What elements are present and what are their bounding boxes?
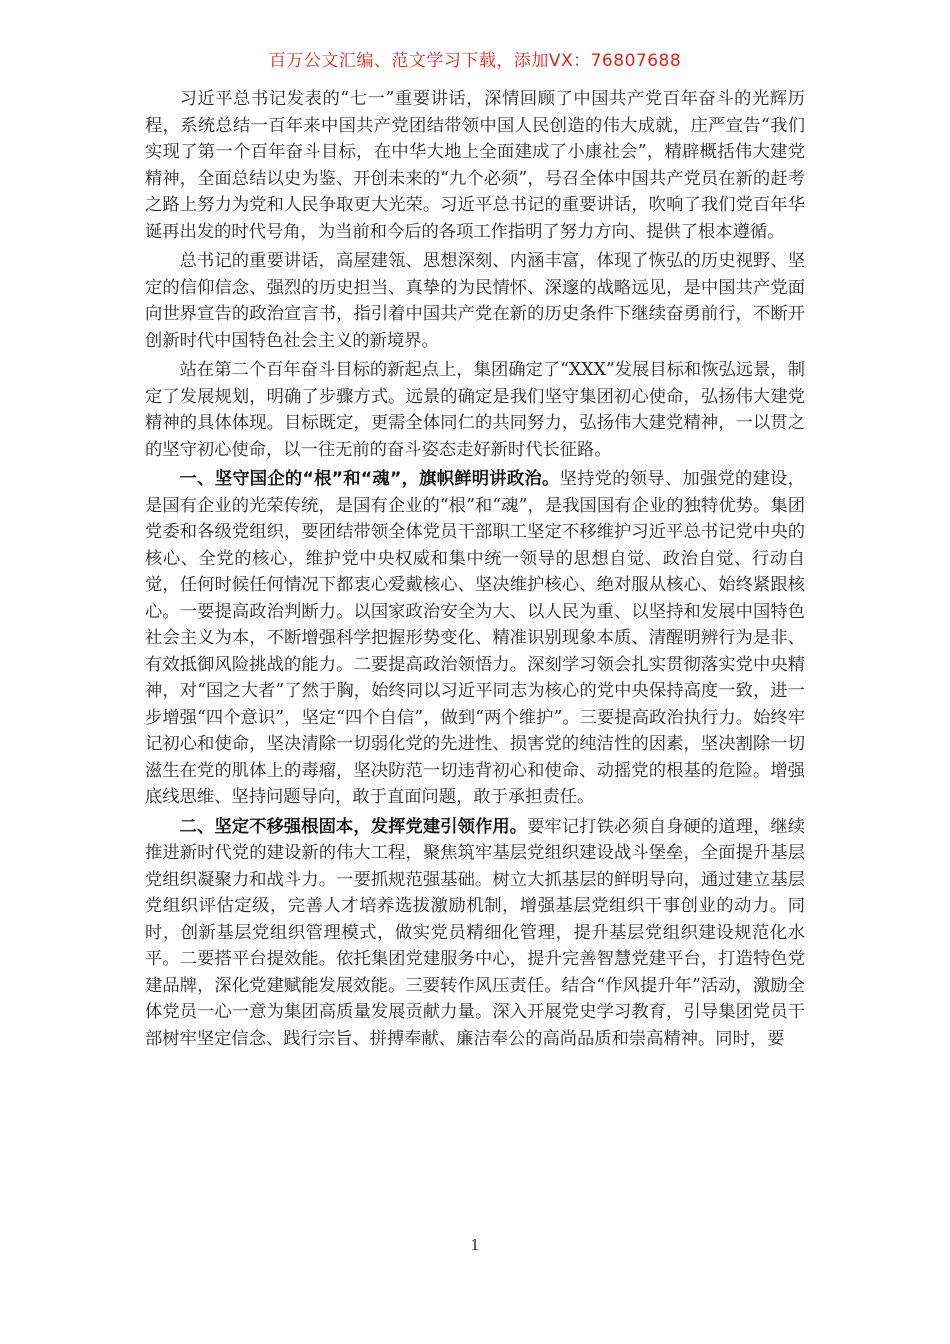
paragraph (145, 86, 805, 245)
document-body (145, 86, 805, 1055)
page-number: 1 (470, 1236, 480, 1254)
section-heading-1: 一、坚守国企的“根”和“魂”，旗帜鲜明讲政治。 (179, 469, 560, 489)
paragraph-text: 要牢记打铁必须自身硬的道理，继续推进新时代党的建设新的伟大工程，聚焦筑牢基层党组织建设战斗堡垒，全面提升基层党组织凝聚力和战斗力。一要抓规范强基础。树立大抓基层的鲜明导向，通过建立基层党组织评估定级，完善人才培养选拔激励机制，增强基层党组织干事创业的动力。同时，创新基层党组织管理模式，做实党员精细化管理，提升基层党组织建设规范化水平。二要搭平台提效能。依托集团党建服务中心，提升完善智慧党建平台，打造特色党建品牌，深化党建赋能发展效能。三要转作风压责任。结合“作风提升年”活动，激励全体党员一心一意为集团高质量发展贡献力量。深入开展党史学习教育，引导集团党员干部树牢坚定信念、践行宗旨、拼搏奉献、廉洁奉公的高尚品质和崇高精神。同时，要 (145, 816, 805, 1049)
paragraph-text: 总书记的重要讲话，高屋建瓴、思想深刻、内涵丰富，体现了恢弘的历史视野、坚定的信仰信念、强烈的历史担当、真挚的为民情怀、深邃的战略远见，是中国共产党面向世界宣告的政治宣言书，指引着中国共产党在新的历史条件下继续奋勇前行，不断开创新时代中国特色社会主义的新境界。 (145, 251, 805, 351)
paragraph-text: 站在第二个百年奋斗目标的新起点上，集团确定了“XXX”发展目标和恢弘远景，制定了发展规划，明确了步骤方式。远景的确定是我们坚守集团初心使命，弘扬伟大建党精神的具体体现。目标既定，更需全体同仁的共同努力，弘扬伟大建党精神，一以贯之的坚守初心使命，以一往无前的奋斗姿态走好新时代长征路。 (145, 360, 805, 460)
watermark-header: 百万公文汇编、范文学习下载，添加VX：76807688 (268, 51, 682, 71)
paragraph-text: 习近平总书记发表的“七一”重要讲话，深情回顾了中国共产党百年奋斗的光辉历程，系统总结一百年来中国共产党团结带领中国人民创造的伟大成就，庄严宣告“我们实现了第一个百年奋斗目标，在中华大地上全面建成了小康社会”，精辟概括伟大建党精神，全面总结以史为鉴、开创未来的“九个必须”，号召全体中国共产党员在新的赶考之路上努力为党和人民争取更大光荣。习近平总书记的重要讲话，吹响了我们党百年华诞再出发的时代号角，为当前和今后的各项工作指明了努力方向、提供了根本遵循。 (145, 89, 805, 242)
paragraph (145, 466, 805, 811)
paragraph (145, 357, 805, 463)
paragraph (145, 248, 805, 354)
paragraph-text: 坚持党的领导、加强党的建设，是国有企业的光荣传统，是国有企业的“根”和“魂”，是我国国有企业的独特优势。集团党委和各级党组织，要团结带领全体党员干部职工坚定不移维护习近平总书记党中央的核心、全党的核心，维护党中央权威和集中统一领导的思想自觉、政治自觉、行动自觉，任何时候任何情况下都衷心爱戴核心、坚决维护核心、绝对服从核心、始终紧跟核心。一要提高政治判断力。以国家政治安全为大、以人民为重、以坚持和发展中国特色社会主义为本，不断增强科学把握形势变化、精准识别现象本质、清醒明辨行为是非、有效抵御风险挑战的能力。二要提高政治领悟力。深刻学习领会扎实贯彻落实党中央精神，对“国之大者”了然于胸，始终同以习近平同志为核心的党中央保持高度一致，进一步增强“四个意识”，坚定“四个自信”，做到“两个维护”。三要提高政治执行力。始终牢记初心和使命，坚决清除一切弱化党的先进性、损害党的纯洁性的因素，坚决割除一切滋生在党的肌体上的毒瘤，坚决防范一切违背初心和使命、动摇党的根基的危险。增强底线思维、坚持问题导向，敢于直面问题，敢于承担责任。 (145, 469, 805, 807)
section-heading-2: 二、坚定不移强根固本，发挥党建引领作用。 (179, 816, 528, 837)
paragraph (145, 814, 805, 1053)
